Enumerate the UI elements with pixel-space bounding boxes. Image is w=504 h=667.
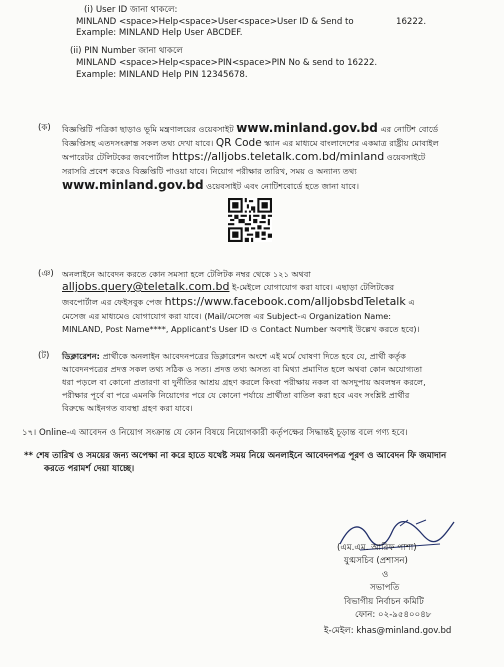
- userid-heading: (i) User ID জানা থাকলে:: [84, 5, 178, 15]
- item-ka-text: বিজ্ঞপ্তিসহ এতদসংক্রান্ত সকল তথ্য দেখা যাবে।: [62, 138, 214, 148]
- signatory-and: ও: [382, 570, 389, 580]
- item-ka-line1: [62, 123, 438, 135]
- signatory-committee: বিভাগীয় নির্বাচন কমিটি: [344, 597, 424, 607]
- item-ta-line2: আবেদনপত্রের প্রদত্ত সকল তথ্য সঠিক ও সত্য। প্রদত্ত তথ্য অসত্য বা মিথ্যা প্রমাণিত হলে অথবা কোন অযোগ্যতা: [62, 364, 423, 374]
- pin-heading: (ii) PIN Number জানা থাকলে: [70, 46, 183, 56]
- teletalk-query-email-link[interactable]: alljobs.query@teletalk.com.bd: [62, 280, 230, 293]
- item-17: ১৭। Online-এ আবেদন ও নিয়োগ সংক্রান্ত যে কোন বিষয়ে নিয়োগকারী কর্তৃপক্ষের সিদ্ধান্তই চূড়ান্ত বলে গণ্য হবে।: [22, 428, 408, 438]
- item-cha-marker: (ঞ): [38, 269, 54, 279]
- qr-code: [228, 198, 272, 242]
- item-cha-text: এ: [408, 297, 415, 307]
- minland-website-link[interactable]: www.minland.gov.bd: [236, 121, 378, 135]
- deadline-note-line1: ** শেষ তারিখ ও সময়ের জন্য অপেক্ষা না করে হাতে যথেষ্ট সময় নিয়ে অনলাইনে আবেদনপত্র পূরণ ও আবেদন ফি জমাদান: [24, 451, 447, 461]
- item-cha-line1: অনলাইনে আবেদন করতে কোন সমস্যা হলে টেলিটক নম্বর থেকে ১২১ অথবা: [62, 269, 311, 279]
- item-cha-line2: [62, 282, 394, 293]
- item-cha-text: জবপোর্টাল এর ফেইসবুক পেজ: [62, 297, 163, 307]
- item-ka-marker: (ক): [38, 123, 51, 133]
- minland-website-link[interactable]: www.minland.gov.bd: [62, 178, 204, 192]
- signatory-name: (এম.এম. আরিফ পাশা): [337, 543, 417, 553]
- item-ka-line4: সরাসরি প্রবেশ করেও বিজ্ঞপ্তিটি পাওয়া যাবে। নিয়োগ পরীক্ষার তারিখ, সময় ও অন্যান্য তথ্য: [62, 166, 357, 176]
- item-ka-line2: [62, 138, 439, 149]
- signatory-email: ই-মেইল: khas@minland.gov.bd: [324, 626, 452, 636]
- signatory-title: যুগ্মসচিব (প্রশাসন): [344, 556, 408, 566]
- item-ka-text: অপারেটর টেলিটকের জবপোর্টাল: [62, 152, 170, 162]
- qr-code-label: QR Code: [215, 137, 262, 149]
- item-cha-line3: [62, 297, 415, 308]
- item-ta-line5: বিরুদ্ধে আইনগত ব্যবস্থা গ্রহণ করা যাবে।: [62, 403, 193, 413]
- item-ta-text: প্রার্থীকে অনলাইন আবেদনপত্রের ডিক্লারেশন অংশে এই মর্মে ঘোষণা দিতে হবে যে, প্রার্থী কর্তৃক: [102, 351, 406, 361]
- item-ka-text: বিজ্ঞপ্তিটি পত্রিকা ছাড়াও ভূমি মন্ত্রণালয়ের ওয়েবসাইট: [62, 124, 234, 134]
- item-ka-line5: [62, 180, 359, 192]
- userid-sms-format: MINLAND <space>Help<space>User<space>User ID & Send to: [76, 17, 354, 27]
- item-cha-line5: MINLAND, Post Name****, Applicant's User ID ও Contact Number অবশ্যই উল্লেখ করতে হবে)।: [62, 324, 420, 334]
- teletalk-jobportal-link[interactable]: https://alljobs.teletalk.com.bd/minland: [171, 150, 385, 163]
- item-ta-line3: ধরা পড়লে বা কোনো প্রতারণা বা দুর্নীতির আশ্রয় গ্রহণ করলে কিংবা পরীক্ষায় নকল বা অসদুপায় অবলম্বন করলে,: [62, 377, 426, 387]
- pin-sms-format: MINLAND <space>Help<space>PIN<space>PIN No & send to 16222.: [76, 58, 378, 68]
- userid-sms-number: 16222.: [396, 17, 427, 27]
- deadline-note-line2: করতে পরামর্শ দেয়া যাচ্ছে।: [44, 464, 135, 474]
- pin-sms-example: Example: MINLAND Help PIN 12345678.: [76, 70, 248, 80]
- item-cha-line4: মেসেজ এর মাধ্যমেও যোগাযোগ করা যাবে। (Mail/মেসেজ এর Subject-এ Organization Name:: [62, 311, 392, 321]
- item-cha-text: ই-মেইলে যোগাযোগ করা যাবে। এছাড়া টেলিটকের: [232, 282, 395, 292]
- item-ta-line4: পরীক্ষার পূর্বে বা পরে এমনকি নিয়োগের পরে যে কোনো পর্যায়ে প্রার্থীতা বাতিল করা হবে এবং সংশ্লিষ্ট প্রার্থীর: [62, 390, 410, 400]
- item-ka-text: ওয়েবসাইটে: [386, 152, 426, 162]
- userid-sms-example: Example: MINLAND Help User ABCDEF.: [76, 28, 243, 38]
- item-ta-line1: [62, 351, 406, 362]
- item-ka-line3: [62, 152, 425, 163]
- item-ka-text: এর নোটিশ বোর্ডে: [380, 124, 439, 134]
- signatory-role: সভাপতি: [370, 583, 400, 593]
- teletalk-facebook-link[interactable]: https://www.facebook.com/alljobsbdTeletalk: [164, 295, 406, 308]
- signatory-phone: ফোন: ০২-৯৫৪০০৪৮: [355, 610, 432, 620]
- item-ka-text: স্ক্যান এর মাধ্যমে বাংলাদেশের একমাত্র রাষ্ট্রীয় মোবাইল: [264, 138, 439, 148]
- declaration-heading: ডিক্লারেশন:: [62, 351, 100, 361]
- item-ta-marker: (ট): [38, 351, 50, 361]
- item-ka-text: ওয়েবসাইট এবং নোটিশবোর্ডে হতে জানা যাবে।: [206, 181, 359, 191]
